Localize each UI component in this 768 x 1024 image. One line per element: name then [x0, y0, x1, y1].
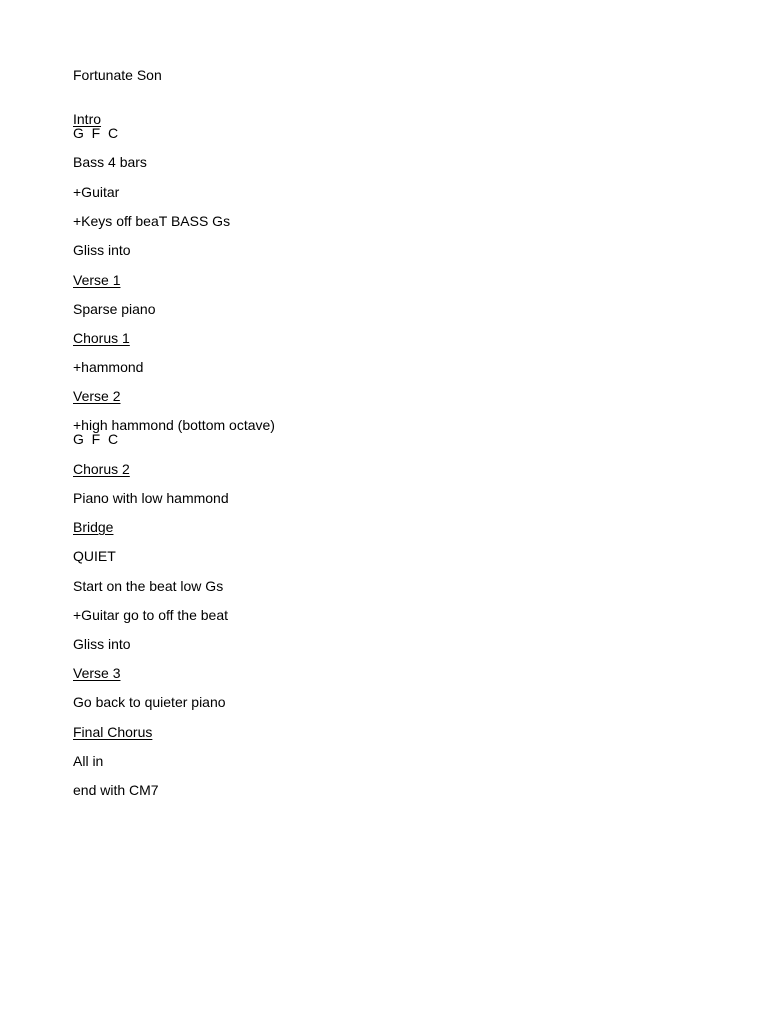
note-line: All in — [73, 753, 104, 769]
note-line: +Keys off beaT BASS Gs — [73, 213, 231, 229]
section-heading-final-chorus: Final Chorus — [73, 724, 153, 740]
note-line: QUIET — [73, 548, 116, 564]
note-line: end with CM7 — [73, 782, 159, 798]
note-line: Gliss into — [73, 636, 131, 652]
note-line: Gliss into — [73, 242, 131, 258]
note-line: Sparse piano — [73, 301, 156, 317]
note-line: +hammond — [73, 359, 144, 375]
note-line: Piano with low hammond — [73, 490, 229, 506]
note-line: +Guitar go to off the beat — [73, 607, 229, 623]
note-line: Bass 4 bars — [73, 154, 147, 170]
chord-line: G F C — [73, 431, 119, 447]
document-title: Fortunate Son — [73, 67, 162, 83]
note-line: Go back to quieter piano — [73, 694, 226, 710]
section-heading-bridge: Bridge — [73, 519, 114, 535]
note-line: Start on the beat low Gs — [73, 578, 224, 594]
section-heading-verse-3: Verse 3 — [73, 665, 121, 681]
section-heading-chorus-2: Chorus 2 — [73, 461, 130, 477]
section-heading-verse-2: Verse 2 — [73, 388, 121, 404]
section-heading-chorus-1: Chorus 1 — [73, 330, 130, 346]
note-line: +high hammond (bottom octave) — [73, 417, 275, 433]
chord-line: G F C — [73, 125, 119, 141]
note-line: +Guitar — [73, 184, 120, 200]
section-heading-verse-1: Verse 1 — [73, 272, 121, 288]
section-heading-intro: Intro — [73, 111, 102, 127]
